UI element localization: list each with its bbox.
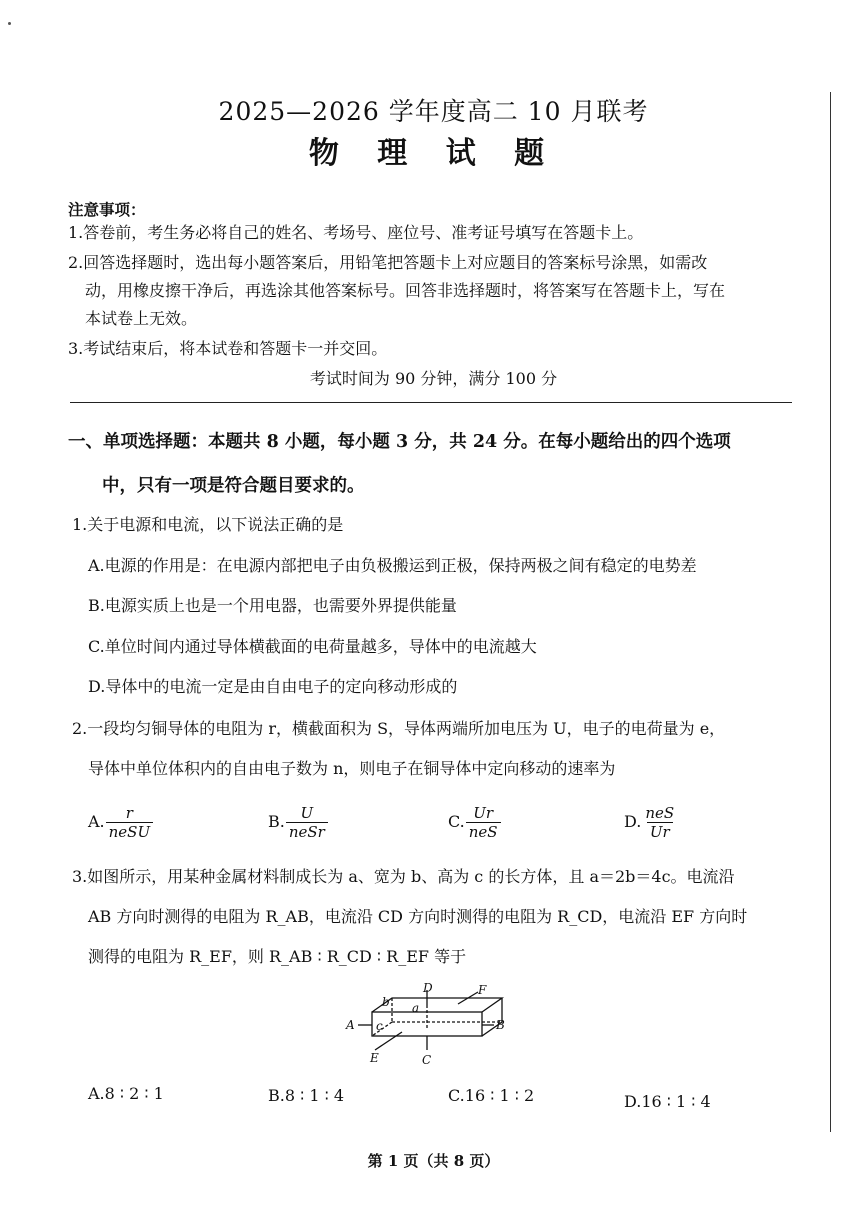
subject-title: 物 理 试 题: [308, 136, 559, 171]
q3-stem-cont: 测得的电阻为 R_EF，则 R_AB ∶ R_CD ∶ R_EF 等于: [88, 947, 467, 966]
section-heading-cont: 中，只有一项是符合题目要求的。: [102, 476, 365, 496]
q3-stem: 3.如图所示，用某种金属材料制成长为 a、宽为 b、高为 c 的长方体，且 a＝2b＝4c。电流沿: [72, 867, 735, 886]
label-B: B: [496, 1018, 505, 1032]
q1-option-a: A.电源的作用是：在电源内部把电子由负极搬运到正极，保持两极之间有稳定的电势差: [88, 556, 697, 575]
q1-option-d: D.导体中的电流一定是由自由电子的定向移动形成的: [88, 677, 458, 696]
q2-option-b: [268, 804, 328, 841]
q3-option-d: D.16 ∶ 1 ∶ 4: [624, 1092, 711, 1111]
page-footer: 第 1 页（共 8 页）: [367, 1152, 500, 1170]
notice-line: 2.回答选择题时，选出每小题答案后，用铅笔把答题卡上对应题目的答案标号涂黑，如需改: [68, 253, 708, 272]
fraction-denominator: neSr: [286, 822, 328, 841]
label-b: b: [382, 995, 390, 1009]
q1-option-c: C.单位时间内通过导体横截面的电荷量越多，导体中的电流越大: [88, 637, 537, 656]
option-label: A.: [88, 812, 105, 831]
q1-option-b: B.电源实质上也是一个用电器，也需要外界提供能量: [88, 596, 457, 615]
q2-stem: 2.一段均匀铜导体的电阻为 r，横截面积为 S，导体两端所加电压为 U，电子的电荷量为 e，: [72, 719, 726, 738]
option-label: C.: [448, 812, 465, 831]
q2-option-d: [624, 804, 677, 841]
fraction-numerator: U: [300, 804, 314, 822]
exam-time: 考试时间为 90 分钟，满分 100 分: [309, 369, 558, 388]
notice-line: 1.答卷前，考生务必将自己的姓名、考场号、座位号、准考证号填写在答题卡上。: [68, 223, 644, 242]
lead-E: [375, 1032, 402, 1050]
q2-option-c: [448, 804, 501, 841]
divider: [70, 402, 792, 403]
notice-line: 本试卷上无效。: [85, 309, 198, 328]
fraction-numerator: Ur: [473, 804, 494, 822]
option-label: D.: [624, 812, 642, 831]
label-c: c: [376, 1019, 383, 1033]
section-heading: 一、单项选择题：本题共 8 小题，每小题 3 分，共 24 分。在每小题给出的四个选项: [68, 432, 731, 452]
q2-stem-cont: 导体中单位体积内的自由电子数为 n，则电子在铜导体中定向移动的速率为: [88, 759, 616, 778]
cuboid-figure: [340, 982, 520, 1072]
fraction-numerator: r: [125, 804, 133, 822]
fraction-numerator: neS: [645, 804, 675, 822]
q1-stem: 1.关于电源和电流，以下说法正确的是: [72, 515, 344, 534]
notice-line: 3.考试结束后，将本试卷和答题卡一并交回。: [68, 339, 388, 358]
label-D: D: [423, 982, 433, 995]
label-A: A: [346, 1018, 355, 1032]
notice-heading: 注意事项：: [68, 200, 146, 219]
fraction-denominator: neSU: [106, 822, 153, 841]
q3-option-b: B.8 ∶ 1 ∶ 4: [268, 1086, 345, 1105]
fraction-denominator: neS: [466, 822, 501, 841]
binding-margin-line: [830, 92, 831, 1132]
q2-option-a: [88, 804, 153, 841]
q3-option-c: C.16 ∶ 1 ∶ 2: [448, 1086, 535, 1105]
label-F: F: [478, 983, 487, 997]
notice-line: 动，用橡皮擦干净后，再选涂其他答案标号。回答非选择题时，将答案写在答题卡上，写在: [85, 281, 726, 300]
fraction-denominator: Ur: [647, 822, 673, 841]
option-label: B.: [268, 812, 285, 831]
label-C: C: [422, 1053, 432, 1067]
label-a: a: [412, 1001, 420, 1015]
scan-speck: [8, 22, 11, 25]
q3-option-a: A.8 ∶ 2 ∶ 1: [88, 1084, 164, 1103]
exam-title: 2025—2026 学年度高二 10 月联考: [218, 97, 649, 126]
q3-stem-cont: AB 方向时测得的电阻为 R_AB，电流沿 CD 方向时测得的电阻为 R_CD，电流沿 EF 方向时: [88, 907, 748, 926]
label-E: E: [370, 1051, 379, 1065]
